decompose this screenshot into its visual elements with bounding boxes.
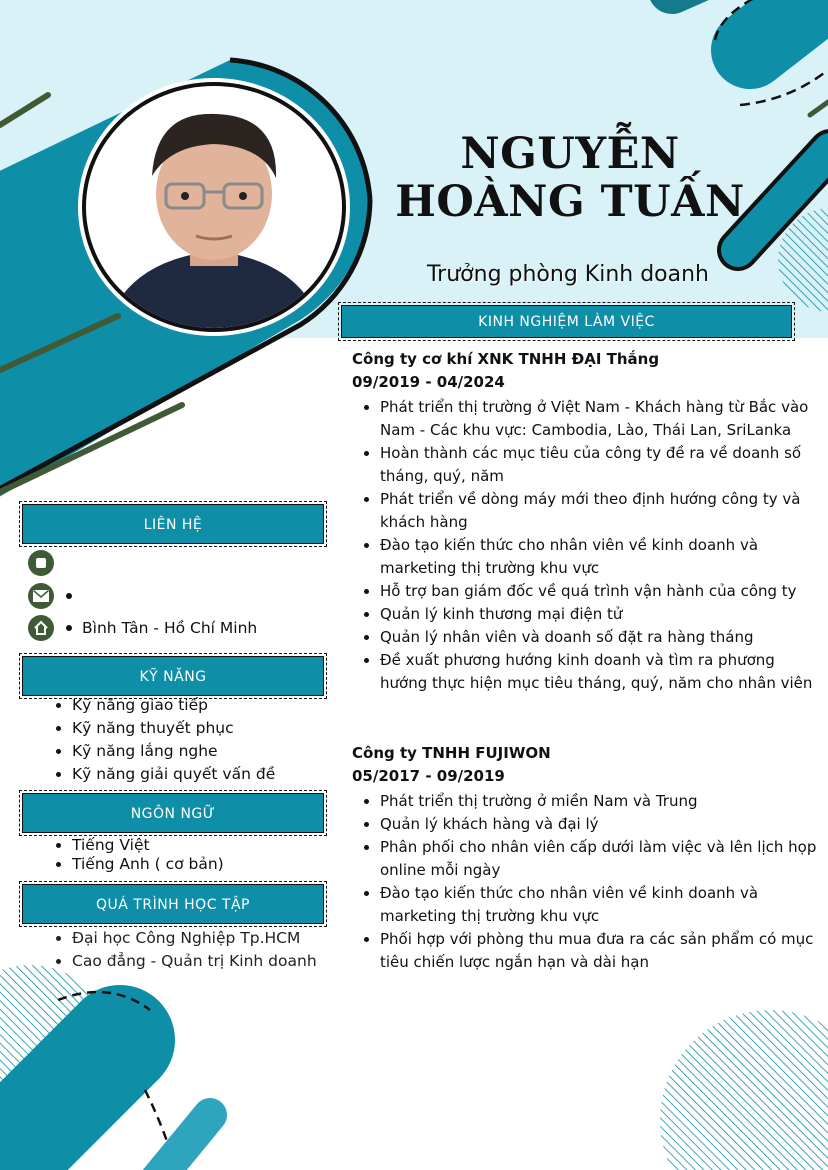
contact-phone-row xyxy=(28,550,54,576)
list-item: • Kỹ năng giải quyết vấn đề xyxy=(72,763,334,786)
education-list xyxy=(44,927,334,973)
section-header-skills: KỸ NĂNG xyxy=(22,656,324,696)
list-item: • Đề xuất phương hướng kinh doanh và tìm ra phương hướng thực hiện mục tiêu tháng, quý, năm cho nhân viên xyxy=(380,649,822,695)
list-item: • Quản lý nhân viên và doanh số đặt ra hàng tháng xyxy=(380,626,822,649)
languages-list xyxy=(44,836,334,874)
company-name: Công ty TNHH FUJIWON xyxy=(352,744,551,762)
bullet xyxy=(66,625,72,631)
experience-block-1 xyxy=(352,348,822,695)
list-item: • Phát triển về dòng máy mới theo định hướng công ty và khách hàng xyxy=(380,488,822,534)
list-item: • Quản lý khách hàng và đại lý xyxy=(380,813,822,836)
bullet xyxy=(66,593,72,599)
work-period: 05/2017 - 09/2019 xyxy=(352,767,505,785)
full-name xyxy=(370,130,770,226)
list-item: • Kỹ năng lắng nghe xyxy=(72,740,334,763)
name-line-2: HOÀNG TUẤN xyxy=(395,177,745,227)
list-item: • Phối hợp với phòng thu mua đưa ra các sản phẩm có mục tiêu chiến lược ngắn hạn và dài hạn xyxy=(380,928,822,974)
responsibility-list xyxy=(352,790,822,974)
list-item: • Phát triển thị trường ở Việt Nam - Khách hàng từ Bắc vào Nam - Các khu vực: Cambodia, Lào, Thái Lan, SriLanka xyxy=(380,396,822,442)
company-name: Công ty cơ khí XNK TNHH ĐẠI Thắng xyxy=(352,350,660,368)
list-item: • Quản lý kinh thương mại điện tử xyxy=(380,603,822,626)
list-item: • Đào tạo kiến thức cho nhân viên về kinh doanh và marketing thị trường khu vực xyxy=(380,534,822,580)
list-item: • Kỹ năng giao tiếp xyxy=(72,694,334,717)
section-header-education: QUÁ TRÌNH HỌC TẬP xyxy=(22,884,324,924)
list-item: • Đào tạo kiến thức cho nhân viên về kinh doanh và marketing thị trường khu vực xyxy=(380,882,822,928)
list-item: • Tiếng Anh ( cơ bản) xyxy=(72,855,334,874)
list-item: • Đại học Công Nghiệp Tp.HCM xyxy=(72,927,334,950)
list-item: • Tiếng Việt xyxy=(72,836,334,855)
work-period: 09/2019 - 04/2024 xyxy=(352,373,505,391)
responsibility-list xyxy=(352,396,822,695)
home-icon xyxy=(28,615,54,641)
contact-email-row xyxy=(28,583,82,609)
list-item: • Hỗ trợ ban giám đốc về quá trình vận hành của công ty xyxy=(380,580,822,603)
address-text: Bình Tân - Hồ Chí Minh xyxy=(82,619,258,637)
section-header-contact: LIÊN HỆ xyxy=(22,504,324,544)
phone-icon xyxy=(28,550,54,576)
job-title: Trưởng phòng Kinh doanh xyxy=(426,262,710,287)
profile-photo xyxy=(82,82,346,332)
experience-block-2 xyxy=(352,742,822,974)
list-item: • Kỹ năng thuyết phục xyxy=(72,717,334,740)
list-item: • Hoàn thành các mục tiêu của công ty đề ra về doanh số tháng, quý, năm xyxy=(380,442,822,488)
name-line-1: NGUYỄN xyxy=(460,129,680,179)
email-icon xyxy=(28,583,54,609)
skills-list xyxy=(44,694,334,786)
contact-address-row xyxy=(28,615,257,641)
list-item: • Cao đẳng - Quản trị Kinh doanh xyxy=(72,950,334,973)
section-header-languages: NGÔN NGỮ xyxy=(22,793,324,833)
section-header-experience: KINH NGHIỆM LÀM VIỆC xyxy=(341,305,792,338)
list-item: • Phân phối cho nhân viên cấp dưới làm việc và lên lịch họp online mỗi ngày xyxy=(380,836,822,882)
list-item: • Phát triển thị trường ở miền Nam và Trung xyxy=(380,790,822,813)
